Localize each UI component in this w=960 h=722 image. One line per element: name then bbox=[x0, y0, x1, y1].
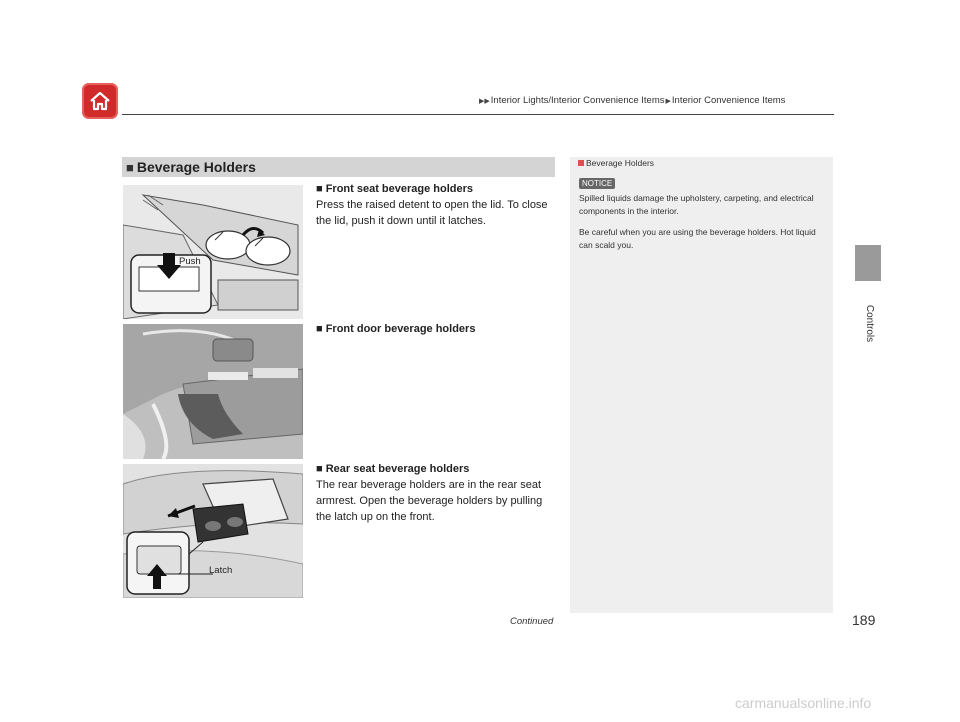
breadcrumb-current: Interior Convenience Items bbox=[671, 95, 786, 106]
section-marker: ■ bbox=[126, 159, 134, 175]
chapter-label: Controls bbox=[864, 304, 876, 343]
subsection-heading: ■ Front seat beverage holders bbox=[316, 183, 474, 195]
note-title-text: Beverage Holders bbox=[586, 158, 655, 168]
section-header bbox=[122, 157, 555, 177]
header-rule bbox=[122, 114, 834, 115]
breadcrumb-arrow-icon: ▶▶ bbox=[479, 98, 490, 105]
note-title bbox=[578, 158, 654, 168]
subsection-front-door bbox=[316, 321, 475, 337]
chapter-tab[interactable] bbox=[855, 245, 881, 281]
front-door-holder-image bbox=[123, 324, 303, 459]
breadcrumb-arrow-icon: ▶ bbox=[665, 98, 671, 105]
home-button[interactable] bbox=[82, 83, 118, 119]
breadcrumb-link-interior-lights[interactable]: Interior Lights/Interior Convenience Items bbox=[490, 95, 665, 106]
subsection-body: Press the raised detent to open the lid. To close the lid, push it down until it latches. bbox=[316, 199, 548, 227]
section-title: Beverage Holders bbox=[136, 159, 256, 175]
subsection-rear-seat bbox=[316, 461, 552, 525]
push-callout: Push bbox=[179, 256, 201, 267]
notice-badge: NOTICE bbox=[579, 178, 615, 189]
continued-label: Continued bbox=[510, 616, 554, 627]
subsection-heading: ■ Front door beverage holders bbox=[316, 323, 476, 335]
note-text bbox=[579, 192, 829, 260]
home-icon bbox=[88, 90, 112, 112]
subsection-heading: ■ Rear seat beverage holders bbox=[316, 463, 470, 475]
breadcrumb bbox=[478, 95, 785, 106]
subsection-body: The rear beverage holders are in the rear seat armrest. Open the beverage holders by pulling the latch up on the front. bbox=[316, 479, 543, 523]
watermark: carmanualsonline.info bbox=[735, 695, 872, 711]
subsection-front-seat bbox=[316, 181, 552, 229]
page-number: 189 bbox=[852, 612, 876, 628]
front-seat-holder-image bbox=[123, 185, 303, 319]
note-paragraph: Spilled liquids damage the upholstery, carpeting, and electrical components in the interior. bbox=[579, 193, 814, 216]
rear-seat-holder-image bbox=[123, 464, 303, 598]
note-paragraph: Be careful when you are using the beverage holders. Hot liquid can scald you. bbox=[579, 227, 816, 250]
note-marker-icon bbox=[578, 160, 584, 166]
side-note bbox=[570, 157, 833, 613]
latch-callout: Latch bbox=[209, 565, 233, 576]
